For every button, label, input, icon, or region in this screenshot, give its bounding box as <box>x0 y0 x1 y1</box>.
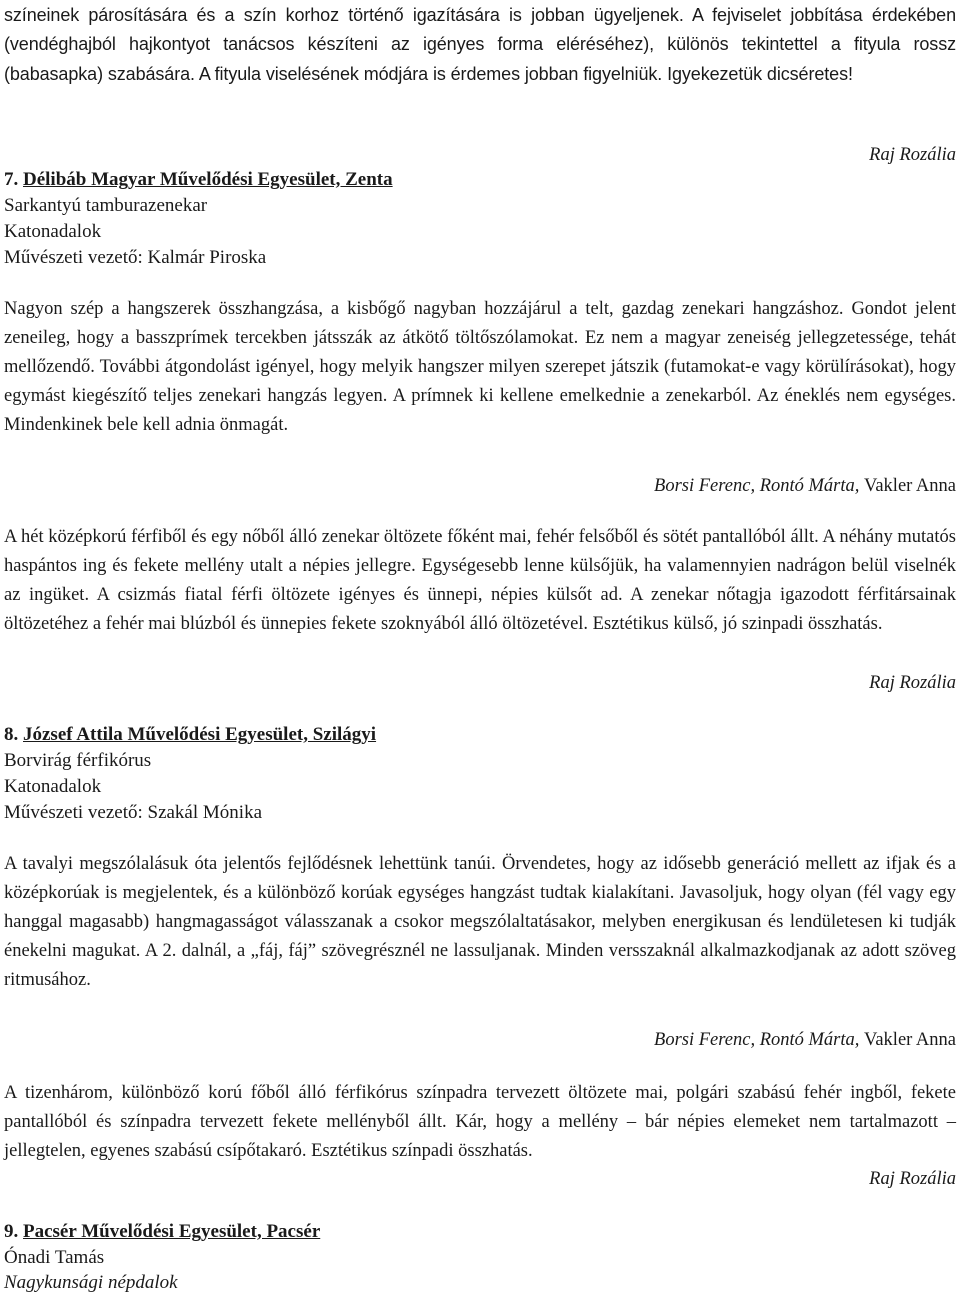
section8-ensemble: Borvirág férfikórus <box>4 750 152 771</box>
section8-organization: József Attila Művelődési Egyesület, Szilágyi <box>23 724 377 745</box>
section8-review-costume: A tizenhárom, különböző korú főből álló férfikórus színpadra tervezett öltözete mai, polgári szabású fehér ingből, fekete pantallóból és színpadra tervezett fekete mellényből állt. Kár, hogy a mellény – bár népies elemeket nem tartalmazott – jellegtelen, egyenes szabású csípőtakaró. Esztétikus színpadi összhatás. <box>4 1083 956 1161</box>
section8-director: Művészeti vezető: Szakál Mónika <box>4 802 263 823</box>
section8-signature-costume: Raj Rozália <box>869 1169 956 1189</box>
section7-number: 7. <box>4 169 19 190</box>
section8-title <box>4 722 376 748</box>
section7-organization: Délibáb Magyar Művelődési Egyesület, Zenta <box>23 169 393 190</box>
section7-program: Katonadalok <box>4 221 102 242</box>
intro-signature: Raj Rozália <box>869 145 956 165</box>
section8-number: 8. <box>4 724 19 745</box>
section8-program: Katonadalok <box>4 776 102 797</box>
section7-signature-music-italic: Borsi Ferenc, Rontó Márta, <box>654 476 860 496</box>
section9-ensemble: Ónadi Tamás <box>4 1247 105 1268</box>
section7-signature-costume: Raj Rozália <box>869 673 956 693</box>
section8-review-music: A tavalyi megszólalásuk óta jelentős fejlődésnek lehettünk tanúi. Örvendetes, hogy az idősebb generáció mellett az ifjak és a középkorúak is megjelentek, és a különböző korúak egységes hangzást tudtak kialakítani. Javasoljuk, hogy olyan (fél vagy egy hanggal magasabb) hangmagasságot válasszanak a csokor megszólaltatásakor, melyben energikusan és lendületesen ki tudják énekelni magukat. A 2. dalnál, a „fáj, fáj” szövegrésznél ne lassuljanak. Minden versszaknál alkalmazkodjanak az adott szöveg ritmusához. <box>4 854 956 990</box>
section7-ensemble: Sarkantyú tamburazenekar <box>4 195 208 216</box>
section7-review-costume: A hét középkorú férfiből és egy nőből álló zenekar öltözete főként mai, fehér felsőből és sötét pantallóból állt. A néhány mutatós haspántos ing és fekete mellény utalt a népies jellegre. Egységesebb lenne külsőjük, ha valamennyien nadrágon belül viselnék az ingüket. A csizmás fiatal férfi öltözete igényes és ünnepi, népies külsőt ad. A zenekar nőtagja igazodott férfitársainak öltözetéhez a fehér mai blúzból és ünnepies fekete szoknyából álló öltözetével. Esztétikus külső, jó szinpadi összhatás. <box>4 527 956 634</box>
intro-paragraph: színeinek párosítására és a szín korhoz történő igazítására is jobban ügyeljenek. A fejviselet jobbítása érdekében (vendéghajból hajkontyot tanácsos készíteni az igényes forma eléréséhez), különös tekintettel a fityula rossz (babasapka) szabására. A fityula viselésének módjára is érdemes jobban figyelniük. Igyekezetük dicséretes! <box>4 5 956 84</box>
section8-signature-music-italic: Borsi Ferenc, Rontó Márta, <box>654 1030 860 1050</box>
section7-director: Művészeti vezető: Kalmár Piroska <box>4 247 267 268</box>
section9-title <box>4 1219 320 1245</box>
section9-organization: Pacsér Művelődési Egyesület, Pacsér <box>23 1221 321 1242</box>
section8-signature-music-plain: Vakler Anna <box>864 1030 956 1050</box>
section7-signature-music-plain: Vakler Anna <box>864 476 956 496</box>
section7-review-music: Nagyon szép a hangszerek összhangzása, a kisbőgő nagyban hozzájárul a telt, gazdag zenekari hangzáshoz. Gondot jelent zeneileg, hogy a basszprímek tercekben játsszák az átkötő töltőszólamokat. Ez nem a magyar zeneiség jellegzetessége, tehát mellőzendő. További átgondolást igényel, hogy melyik hangszer milyen szerepet játszik (futamokat-e vagy körülírásokat), hogy egymást kiegészítő teljes zenekari hangzás legyen. A prímnek ki kellene emelkednie a zenekarból. Az éneklés nem egységes. Mindenkinek bele kell adnia önmagát. <box>4 299 956 435</box>
section7-signature-music <box>654 476 956 497</box>
section7-title <box>4 167 393 193</box>
section9-program: Nagykunsági népdalok <box>4 1272 178 1293</box>
section9-number: 9. <box>4 1221 19 1242</box>
section8-signature-music <box>654 1030 956 1051</box>
